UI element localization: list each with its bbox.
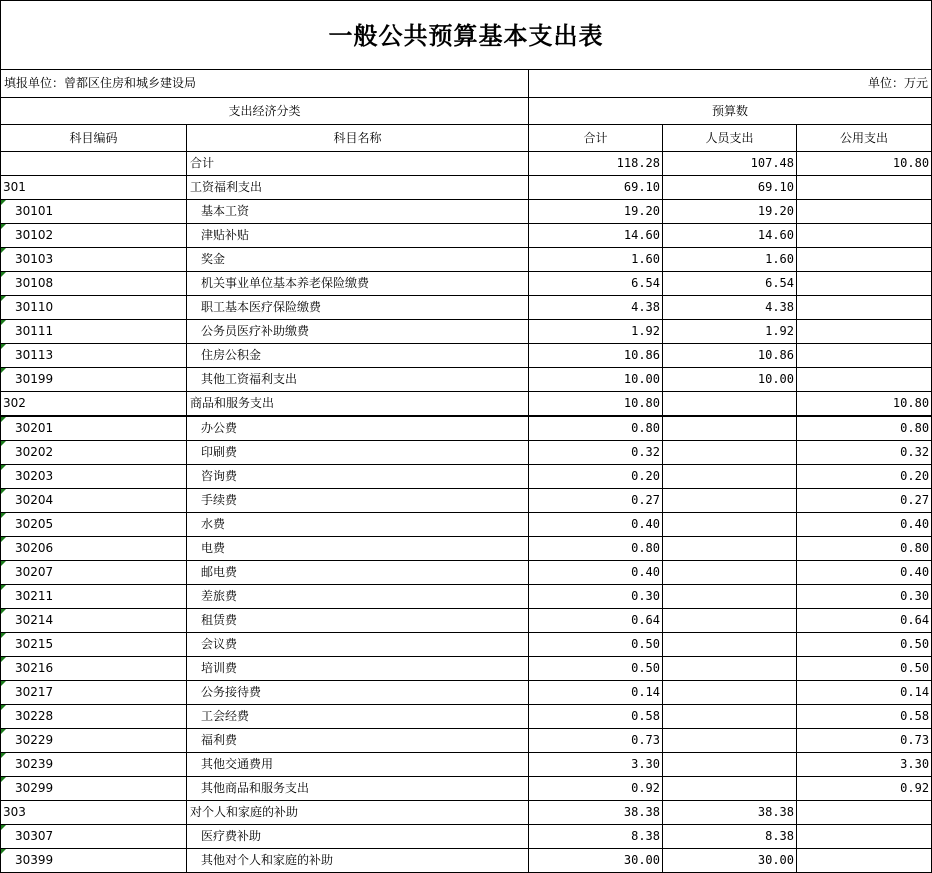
personnel-cell[interactable]	[663, 416, 797, 441]
code-cell[interactable]: 30207	[1, 561, 187, 585]
total-cell[interactable]: 0.32	[529, 441, 663, 465]
public-cell[interactable]: 0.14	[797, 681, 932, 705]
table-row	[1, 296, 932, 320]
public-cell[interactable]: 10.80	[797, 392, 932, 417]
total-cell[interactable]: 0.92	[529, 777, 663, 801]
name-cell[interactable]: 咨询费	[187, 465, 529, 489]
name-cell[interactable]: 培训费	[187, 657, 529, 681]
table-row	[1, 368, 932, 392]
code-cell[interactable]: 30216	[1, 657, 187, 681]
public-cell[interactable]	[797, 849, 932, 873]
personnel-cell[interactable]	[663, 777, 797, 801]
table-row	[1, 705, 932, 729]
personnel-cell[interactable]: 10.00	[663, 368, 797, 392]
total-name-cell[interactable]: 合计	[187, 152, 529, 176]
table-row	[1, 537, 932, 561]
public-cell[interactable]	[797, 344, 932, 368]
header-name[interactable]: 科目名称	[187, 125, 529, 152]
total-cell[interactable]: 4.38	[529, 296, 663, 320]
header-personnel[interactable]: 人员支出	[663, 125, 797, 152]
table-row	[1, 224, 932, 248]
total-code-cell[interactable]	[1, 152, 187, 176]
total-cell[interactable]: 0.73	[529, 729, 663, 753]
personnel-cell[interactable]	[663, 585, 797, 609]
name-cell[interactable]: 工会经费	[187, 705, 529, 729]
table-row	[1, 609, 932, 633]
code-cell[interactable]: 30110	[1, 296, 187, 320]
total-cell[interactable]: 1.92	[529, 320, 663, 344]
public-cell[interactable]	[797, 825, 932, 849]
personnel-cell[interactable]	[663, 681, 797, 705]
total-total-cell[interactable]: 118.28	[529, 152, 663, 176]
table-row	[1, 272, 932, 296]
public-cell[interactable]	[797, 801, 932, 825]
name-cell[interactable]: 津贴补贴	[187, 224, 529, 248]
table-row	[1, 513, 932, 537]
personnel-cell[interactable]	[663, 561, 797, 585]
public-cell[interactable]: 0.20	[797, 465, 932, 489]
personnel-cell[interactable]	[663, 729, 797, 753]
table-row	[1, 489, 932, 513]
total-cell[interactable]: 14.60	[529, 224, 663, 248]
personnel-cell[interactable]	[663, 392, 797, 417]
code-cell[interactable]: 30101	[1, 200, 187, 224]
page-title[interactable]: 一般公共预算基本支出表	[1, 1, 932, 70]
public-cell[interactable]: 0.32	[797, 441, 932, 465]
total-cell[interactable]: 0.40	[529, 561, 663, 585]
header-row-1	[1, 98, 932, 125]
table-row	[1, 849, 932, 873]
public-cell[interactable]: 0.40	[797, 513, 932, 537]
name-cell[interactable]: 租赁费	[187, 609, 529, 633]
code-cell[interactable]: 30217	[1, 681, 187, 705]
code-cell[interactable]: 30206	[1, 537, 187, 561]
total-public-cell[interactable]: 10.80	[797, 152, 932, 176]
total-cell[interactable]: 38.38	[529, 801, 663, 825]
personnel-cell[interactable]: 4.38	[663, 296, 797, 320]
name-cell[interactable]: 手续费	[187, 489, 529, 513]
table-row	[1, 416, 932, 441]
code-cell[interactable]: 30215	[1, 633, 187, 657]
name-cell[interactable]: 办公费	[187, 416, 529, 441]
code-cell[interactable]: 30202	[1, 441, 187, 465]
total-cell[interactable]: 0.20	[529, 465, 663, 489]
name-cell[interactable]: 水费	[187, 513, 529, 537]
name-cell[interactable]: 邮电费	[187, 561, 529, 585]
public-cell[interactable]	[797, 176, 932, 200]
total-cell[interactable]: 10.80	[529, 392, 663, 417]
total-cell[interactable]: 6.54	[529, 272, 663, 296]
table-row	[1, 176, 932, 200]
personnel-cell[interactable]	[663, 633, 797, 657]
personnel-cell[interactable]: 19.20	[663, 200, 797, 224]
personnel-cell[interactable]	[663, 657, 797, 681]
personnel-cell[interactable]: 1.60	[663, 248, 797, 272]
personnel-cell[interactable]: 1.92	[663, 320, 797, 344]
personnel-cell[interactable]	[663, 753, 797, 777]
code-cell[interactable]: 30307	[1, 825, 187, 849]
code-cell[interactable]: 30299	[1, 777, 187, 801]
total-cell[interactable]: 0.40	[529, 513, 663, 537]
public-cell[interactable]: 3.30	[797, 753, 932, 777]
name-cell[interactable]: 公务接待费	[187, 681, 529, 705]
total-cell[interactable]: 10.86	[529, 344, 663, 368]
personnel-cell[interactable]	[663, 465, 797, 489]
total-cell[interactable]: 0.27	[529, 489, 663, 513]
name-cell[interactable]: 电费	[187, 537, 529, 561]
code-cell[interactable]: 30214	[1, 609, 187, 633]
total-cell[interactable]: 3.30	[529, 753, 663, 777]
total-cell[interactable]: 10.00	[529, 368, 663, 392]
table-row	[1, 633, 932, 657]
personnel-cell[interactable]: 6.54	[663, 272, 797, 296]
header-category[interactable]: 支出经济分类	[1, 98, 529, 125]
title-row	[1, 1, 932, 70]
public-cell[interactable]: 0.40	[797, 561, 932, 585]
name-cell[interactable]: 工资福利支出	[187, 176, 529, 200]
personnel-cell[interactable]: 38.38	[663, 801, 797, 825]
public-cell[interactable]	[797, 296, 932, 320]
code-cell[interactable]: 30111	[1, 320, 187, 344]
name-cell[interactable]: 其他工资福利支出	[187, 368, 529, 392]
table-row	[1, 465, 932, 489]
table-row	[1, 320, 932, 344]
code-cell[interactable]: 30228	[1, 705, 187, 729]
header-code[interactable]: 科目编码	[1, 125, 187, 152]
code-cell[interactable]: 30205	[1, 513, 187, 537]
code-cell[interactable]: 30204	[1, 489, 187, 513]
table-row	[1, 441, 932, 465]
public-cell[interactable]	[797, 320, 932, 344]
name-cell[interactable]: 差旅费	[187, 585, 529, 609]
code-cell[interactable]: 30229	[1, 729, 187, 753]
personnel-cell[interactable]	[663, 609, 797, 633]
table-row	[1, 561, 932, 585]
name-cell[interactable]: 其他交通费用	[187, 753, 529, 777]
personnel-cell[interactable]: 30.00	[663, 849, 797, 873]
public-cell[interactable]: 0.50	[797, 657, 932, 681]
code-cell[interactable]: 30199	[1, 368, 187, 392]
name-cell[interactable]: 商品和服务支出	[187, 392, 529, 417]
table-row	[1, 801, 932, 825]
total-cell[interactable]: 0.80	[529, 416, 663, 441]
code-cell[interactable]: 30102	[1, 224, 187, 248]
name-cell[interactable]: 机关事业单位基本养老保险缴费	[187, 272, 529, 296]
total-cell[interactable]: 69.10	[529, 176, 663, 200]
code-cell[interactable]: 30201	[1, 416, 187, 441]
public-cell[interactable]	[797, 272, 932, 296]
public-cell[interactable]: 0.80	[797, 537, 932, 561]
table-row	[1, 729, 932, 753]
code-cell[interactable]: 30103	[1, 248, 187, 272]
personnel-cell[interactable]	[663, 537, 797, 561]
name-cell[interactable]: 公务员医疗补助缴费	[187, 320, 529, 344]
header-public[interactable]: 公用支出	[797, 125, 932, 152]
table-row	[1, 344, 932, 368]
table-row	[1, 825, 932, 849]
table-row	[1, 777, 932, 801]
name-cell[interactable]: 医疗费补助	[187, 825, 529, 849]
code-cell[interactable]: 303	[1, 801, 187, 825]
code-cell[interactable]: 30203	[1, 465, 187, 489]
personnel-cell[interactable]	[663, 705, 797, 729]
public-cell[interactable]: 0.92	[797, 777, 932, 801]
code-cell[interactable]: 30211	[1, 585, 187, 609]
public-cell[interactable]: 0.50	[797, 633, 932, 657]
public-cell[interactable]	[797, 224, 932, 248]
name-cell[interactable]: 会议费	[187, 633, 529, 657]
total-cell[interactable]: 0.50	[529, 633, 663, 657]
total-row	[1, 152, 932, 176]
header-row-2	[1, 125, 932, 152]
total-cell[interactable]: 0.14	[529, 681, 663, 705]
personnel-cell[interactable]: 10.86	[663, 344, 797, 368]
info-row	[1, 70, 932, 98]
table-row	[1, 200, 932, 224]
table-row	[1, 248, 932, 272]
personnel-cell[interactable]: 14.60	[663, 224, 797, 248]
total-cell[interactable]: 0.30	[529, 585, 663, 609]
total-cell[interactable]: 0.80	[529, 537, 663, 561]
header-budget[interactable]: 预算数	[529, 98, 932, 125]
public-cell[interactable]	[797, 368, 932, 392]
name-cell[interactable]: 奖金	[187, 248, 529, 272]
name-cell[interactable]: 其他对个人和家庭的补助	[187, 849, 529, 873]
header-total[interactable]: 合计	[529, 125, 663, 152]
name-cell[interactable]: 职工基本医疗保险缴费	[187, 296, 529, 320]
personnel-cell[interactable]	[663, 441, 797, 465]
reporting-unit[interactable]: 填报单位：曾都区住房和城乡建设局	[1, 70, 529, 98]
code-cell[interactable]: 30108	[1, 272, 187, 296]
public-cell[interactable]: 0.27	[797, 489, 932, 513]
code-cell[interactable]: 30113	[1, 344, 187, 368]
public-cell[interactable]: 0.80	[797, 416, 932, 441]
name-cell[interactable]: 福利费	[187, 729, 529, 753]
public-cell[interactable]: 0.58	[797, 705, 932, 729]
table-row	[1, 753, 932, 777]
total-personnel-cell[interactable]: 107.48	[663, 152, 797, 176]
code-cell[interactable]: 302	[1, 392, 187, 417]
personnel-cell[interactable]: 8.38	[663, 825, 797, 849]
unit-measure[interactable]: 单位：万元	[529, 70, 932, 98]
personnel-cell[interactable]	[663, 513, 797, 537]
public-cell[interactable]: 0.30	[797, 585, 932, 609]
name-cell[interactable]: 对个人和家庭的补助	[187, 801, 529, 825]
code-cell[interactable]: 30399	[1, 849, 187, 873]
public-cell[interactable]: 0.64	[797, 609, 932, 633]
public-cell[interactable]: 0.73	[797, 729, 932, 753]
code-cell[interactable]: 301	[1, 176, 187, 200]
public-cell[interactable]	[797, 200, 932, 224]
total-cell[interactable]: 0.64	[529, 609, 663, 633]
name-cell[interactable]: 基本工资	[187, 200, 529, 224]
total-cell[interactable]: 0.50	[529, 657, 663, 681]
code-cell[interactable]: 30239	[1, 753, 187, 777]
public-cell[interactable]	[797, 248, 932, 272]
total-cell[interactable]: 19.20	[529, 200, 663, 224]
personnel-cell[interactable]: 69.10	[663, 176, 797, 200]
table-row	[1, 681, 932, 705]
total-cell[interactable]: 0.58	[529, 705, 663, 729]
total-cell[interactable]: 1.60	[529, 248, 663, 272]
table-row	[1, 392, 932, 417]
table-row	[1, 585, 932, 609]
table-row	[1, 657, 932, 681]
name-cell[interactable]: 其他商品和服务支出	[187, 777, 529, 801]
name-cell[interactable]: 印刷费	[187, 441, 529, 465]
total-cell[interactable]: 30.00	[529, 849, 663, 873]
total-cell[interactable]: 8.38	[529, 825, 663, 849]
name-cell[interactable]: 住房公积金	[187, 344, 529, 368]
personnel-cell[interactable]	[663, 489, 797, 513]
